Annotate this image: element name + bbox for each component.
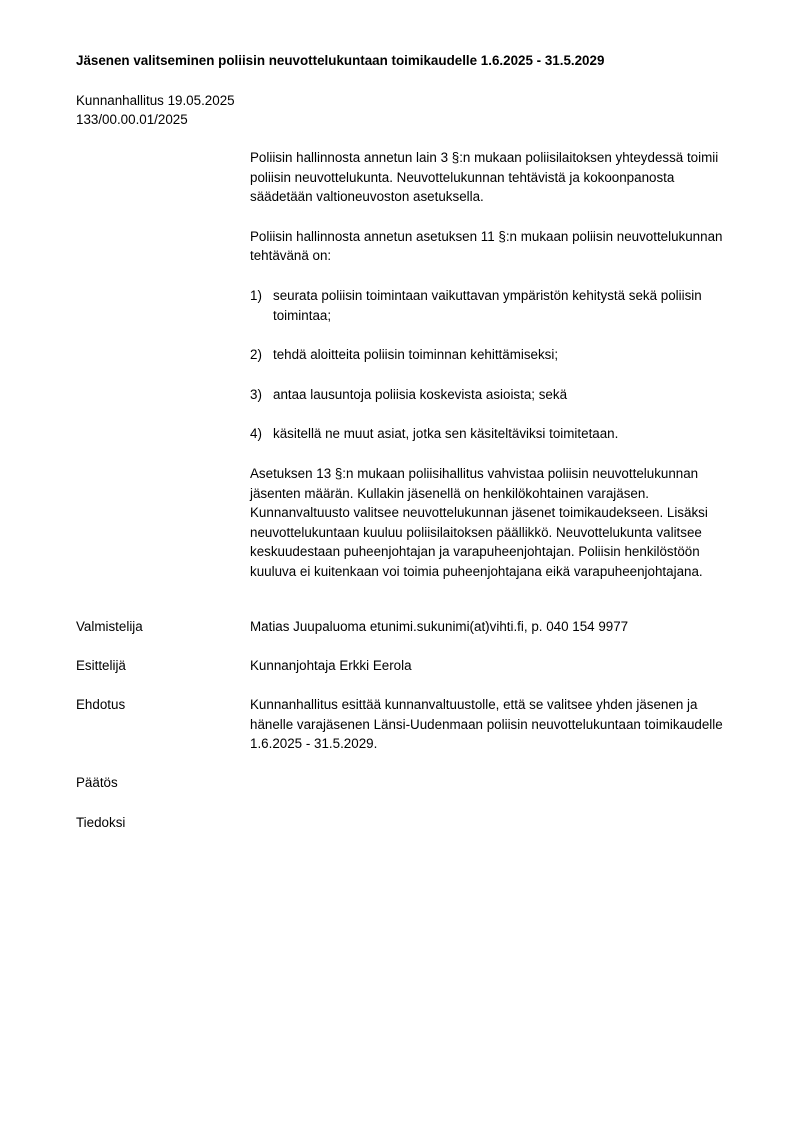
esittelija-value: Kunnanjohtaja Erkki Eerola (250, 658, 412, 673)
paatos-label: Päätös (76, 775, 118, 790)
list-number: 4) (250, 426, 262, 442)
list-text: tehdä aloitteita poliisin toiminnan kehittämiseksi; (273, 347, 559, 363)
valmistelija-label: Valmistelija (76, 619, 143, 634)
esittelija-label: Esittelijä (76, 658, 126, 673)
valmistelija-value: Matias Juupaluoma etunimi.sukunimi(at)vihti.fi, p. 040 154 9977 (250, 619, 629, 634)
list-item (250, 286, 736, 325)
case-number: 133/00.00.01/2025 (76, 112, 188, 127)
list-number: 3) (250, 386, 262, 402)
list-number: 2) (250, 347, 262, 363)
list-text: seurata poliisin toimintaan vaikuttavan ympäristön kehitystä sekä poliisin toimintaa; (273, 287, 702, 323)
list-item (250, 424, 736, 444)
meeting-meta (76, 91, 235, 129)
body-text (250, 148, 736, 602)
task-list (250, 286, 736, 444)
list-item (250, 345, 736, 365)
list-number: 1) (250, 287, 262, 303)
document-title: Jäsenen valitseminen poliisin neuvottelukuntaan toimikaudelle 1.6.2025 - 31.5.2029 (76, 53, 605, 68)
ehdotus-value: Kunnanhallitus esittää kunnanvaltuustolle, että se valitsee yhden jäsenen ja hänelle varajäsenen Länsi-Uudenmaan poliisin neuvottelukuntaan toimikaudelle 1.6.2025 - 31.5.2029. (250, 697, 723, 752)
paragraph-decree: Poliisin hallinnosta annetun asetuksen 11 §:n mukaan poliisin neuvottelukunnan tehtävänä on: (250, 228, 723, 264)
tiedoksi-label: Tiedoksi (76, 815, 126, 830)
meeting-name: Kunnanhallitus 19.05.2025 (76, 93, 235, 108)
list-text: antaa lausuntoja poliisia koskevista asioista; sekä (273, 386, 568, 402)
paragraph-composition: Asetuksen 13 §:n mukaan poliisihallitus vahvistaa poliisin neuvottelukunnan jäsenten määrän. Kullakin jäsenellä on henkilökohtainen varajäsen. Kunnanvaltuusto valitsee neuvottelukunnan jäsenet toimikaudekseen. Lisäksi neuvottelukuntaan kuuluu poliisilaitoksen päällikkö. Neuvottelukunta valitsee keskuudestaan puheenjohtajan ja varapuheenjohtajan. Poliisin henkilöstöön kuuluva ei kuitenkaan voi toimia puheenjohtajana eikä varapuheenjohtajana. (250, 465, 708, 579)
paragraph-law: Poliisin hallinnosta annetun lain 3 §:n mukaan poliisilaitoksen yhteydessä toimii poliisin neuvottelukunta. Neuvottelukunnan tehtävistä ja kokoonpanosta säädetään valtioneuvoston asetuksella. (250, 150, 719, 205)
list-item (250, 385, 736, 405)
list-text: käsitellä ne muut asiat, jotka sen käsiteltäviksi toimitetaan. (273, 426, 619, 442)
ehdotus-label: Ehdotus (76, 697, 126, 712)
